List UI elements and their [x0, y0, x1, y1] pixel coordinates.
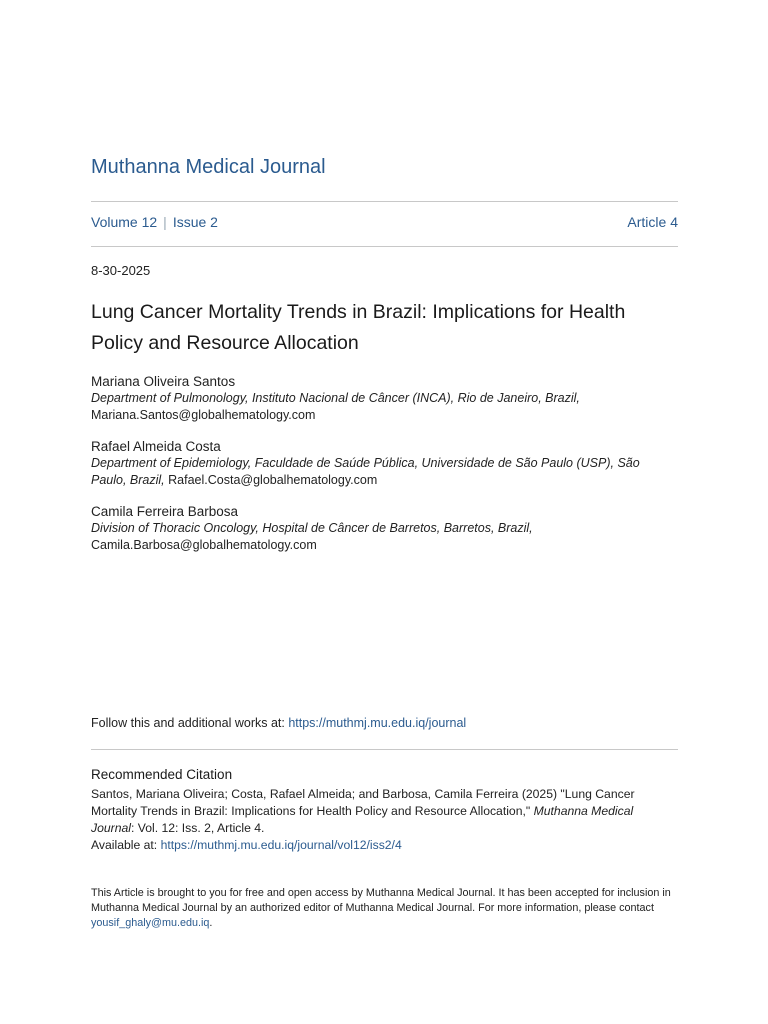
citation-journal: Muthanna Medical Journal — [91, 804, 634, 835]
top-divider — [91, 201, 678, 202]
recommended-citation-text — [91, 786, 678, 854]
author-block — [91, 438, 678, 489]
issue-navigation — [91, 214, 678, 232]
follow-text: Follow this and additional works at: — [91, 716, 289, 730]
citation-divider — [91, 749, 678, 750]
citation-text: Santos, Mariana Oliveira; Costa, Rafael Almeida; and Barbosa, Camila Ferreira (2025) "Lung Cancer Mortality Trends in Brazil: Implications for Health Policy and Resource Allocation," — [91, 787, 635, 818]
article-title: Lung Cancer Mortality Trends in Brazil: Implications for Health Policy and Resource Allocation — [91, 301, 626, 354]
follow-link[interactable]: https://muthmj.mu.edu.iq/journal — [288, 716, 467, 730]
access-notice-text: This Article is brought to you for free and open access by Muthanna Medical Journal. It has been accepted for inclusion in Muthanna Medical Journal by an authorized editor of Muthanna Medical Journal. For more information, please contact — [91, 887, 671, 914]
author-email: Mariana.Santos@globalhematology.com — [91, 408, 316, 422]
citation-volume: : Vol. 12: Iss. 2, Article 4. — [130, 821, 265, 835]
follow-line — [91, 716, 466, 730]
author-affiliation: Department of Epidemiology, Faculdade de Saúde Pública, Universidade de São Paulo (USP), São Paulo, Brazil, — [91, 456, 640, 487]
author-name: Mariana Oliveira Santos — [91, 374, 236, 389]
recommended-citation-heading: Recommended Citation — [91, 767, 233, 782]
contact-email-link[interactable]: yousif_ghaly@mu.edu.iq — [91, 917, 210, 929]
journal-title-link[interactable]: Muthanna Medical Journal — [91, 156, 326, 178]
nav-separator: | — [163, 214, 167, 230]
access-notice — [91, 886, 678, 931]
article-link[interactable]: Article 4 — [627, 214, 678, 230]
issue-link[interactable]: Issue 2 — [172, 214, 218, 230]
available-link[interactable]: https://muthmj.mu.edu.iq/journal/vol12/iss2/4 — [160, 838, 402, 852]
author-block — [91, 503, 678, 554]
author-block — [91, 373, 678, 424]
available-label: Available at: — [91, 838, 161, 852]
access-notice-end: . — [209, 917, 213, 929]
author-name: Rafael Almeida Costa — [91, 439, 221, 454]
volume-link[interactable]: Volume 12 — [91, 214, 158, 230]
author-email: Rafael.Costa@globalhematology.com — [168, 473, 378, 487]
author-affiliation: Division of Thoracic Oncology, Hospital de Câncer de Barretos, Barretos, Brazil, — [91, 521, 533, 535]
author-name: Camila Ferreira Barbosa — [91, 504, 239, 519]
nav-divider — [91, 246, 678, 247]
publication-date: 8-30-2025 — [91, 263, 151, 278]
author-affiliation: Department of Pulmonology, Instituto Nacional de Câncer (INCA), Rio de Janeiro, Brazil, — [91, 391, 580, 405]
author-email: Camila.Barbosa@globalhematology.com — [91, 538, 317, 552]
